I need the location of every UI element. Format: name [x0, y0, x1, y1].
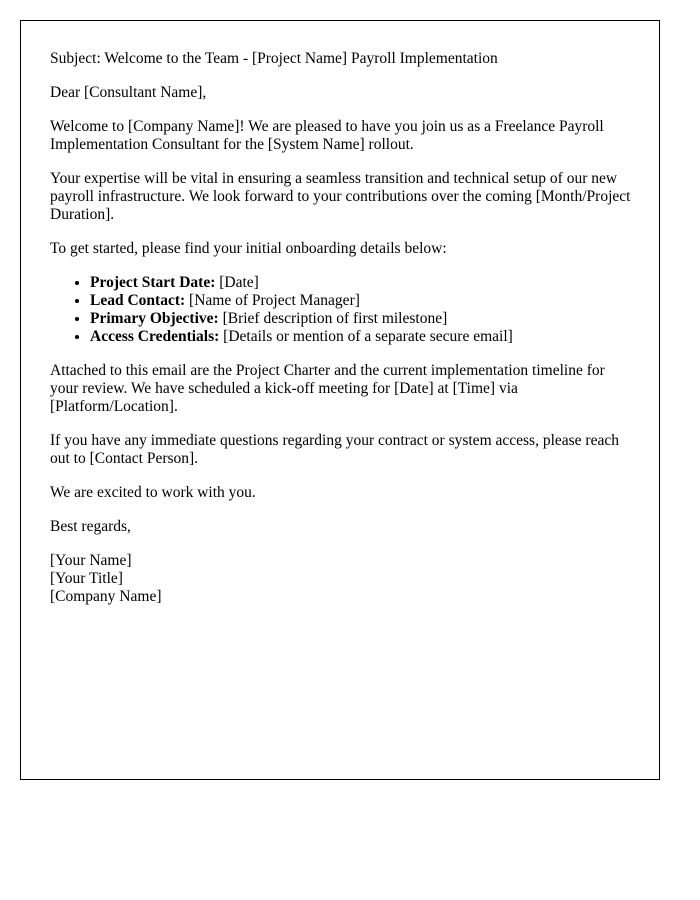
list-item-start-date	[90, 274, 635, 292]
detail-label: Project Start Date:	[90, 274, 216, 291]
greeting: Dear [Consultant Name],	[50, 84, 207, 101]
letter-frame	[20, 20, 660, 780]
detail-value: [Name of Project Manager]	[185, 292, 360, 309]
signature-block	[50, 552, 635, 606]
onboarding-details-list	[50, 274, 635, 346]
detail-label: Lead Contact:	[90, 292, 186, 309]
detail-value: [Details or mention of a separate secure email]	[219, 328, 513, 345]
welcome-paragraph: Welcome to [Company Name]! We are pleased to have you join us as a Freelance Payroll Implementation Consultant for the [System Name] rollout.	[50, 118, 604, 153]
attachments-paragraph: Attached to this email are the Project Charter and the current implementation timeline for your review. We have scheduled a kick-off meeting for [Date] at [Time] via [Platform/Location].	[50, 362, 605, 415]
signature-title: [Your Title]	[50, 570, 123, 587]
list-item-primary-objective	[90, 310, 635, 328]
excited-paragraph: We are excited to work with you.	[50, 484, 256, 501]
list-item-access-credentials	[90, 328, 635, 346]
detail-value: [Brief description of first milestone]	[218, 310, 448, 327]
detail-label: Primary Objective:	[90, 310, 219, 327]
questions-paragraph: If you have any immediate questions regarding your contract or system access, please reach out to [Contact Person].	[50, 432, 619, 467]
onboarding-intro-paragraph: To get started, please find your initial onboarding details below:	[50, 240, 447, 257]
detail-label: Access Credentials:	[90, 328, 220, 345]
list-item-lead-contact	[90, 292, 635, 310]
closing: Best regards,	[50, 518, 131, 535]
expertise-paragraph: Your expertise will be vital in ensuring a seamless transition and technical setup of our new payroll infrastructure. We look forward to your contributions over the coming [Month/Project Duration].	[50, 170, 631, 223]
signature-name: [Your Name]	[50, 552, 132, 569]
detail-value: [Date]	[215, 274, 259, 291]
letter-body	[50, 50, 635, 606]
signature-company: [Company Name]	[50, 588, 162, 605]
email-subject: Subject: Welcome to the Team - [Project Name] Payroll Implementation	[50, 50, 498, 67]
